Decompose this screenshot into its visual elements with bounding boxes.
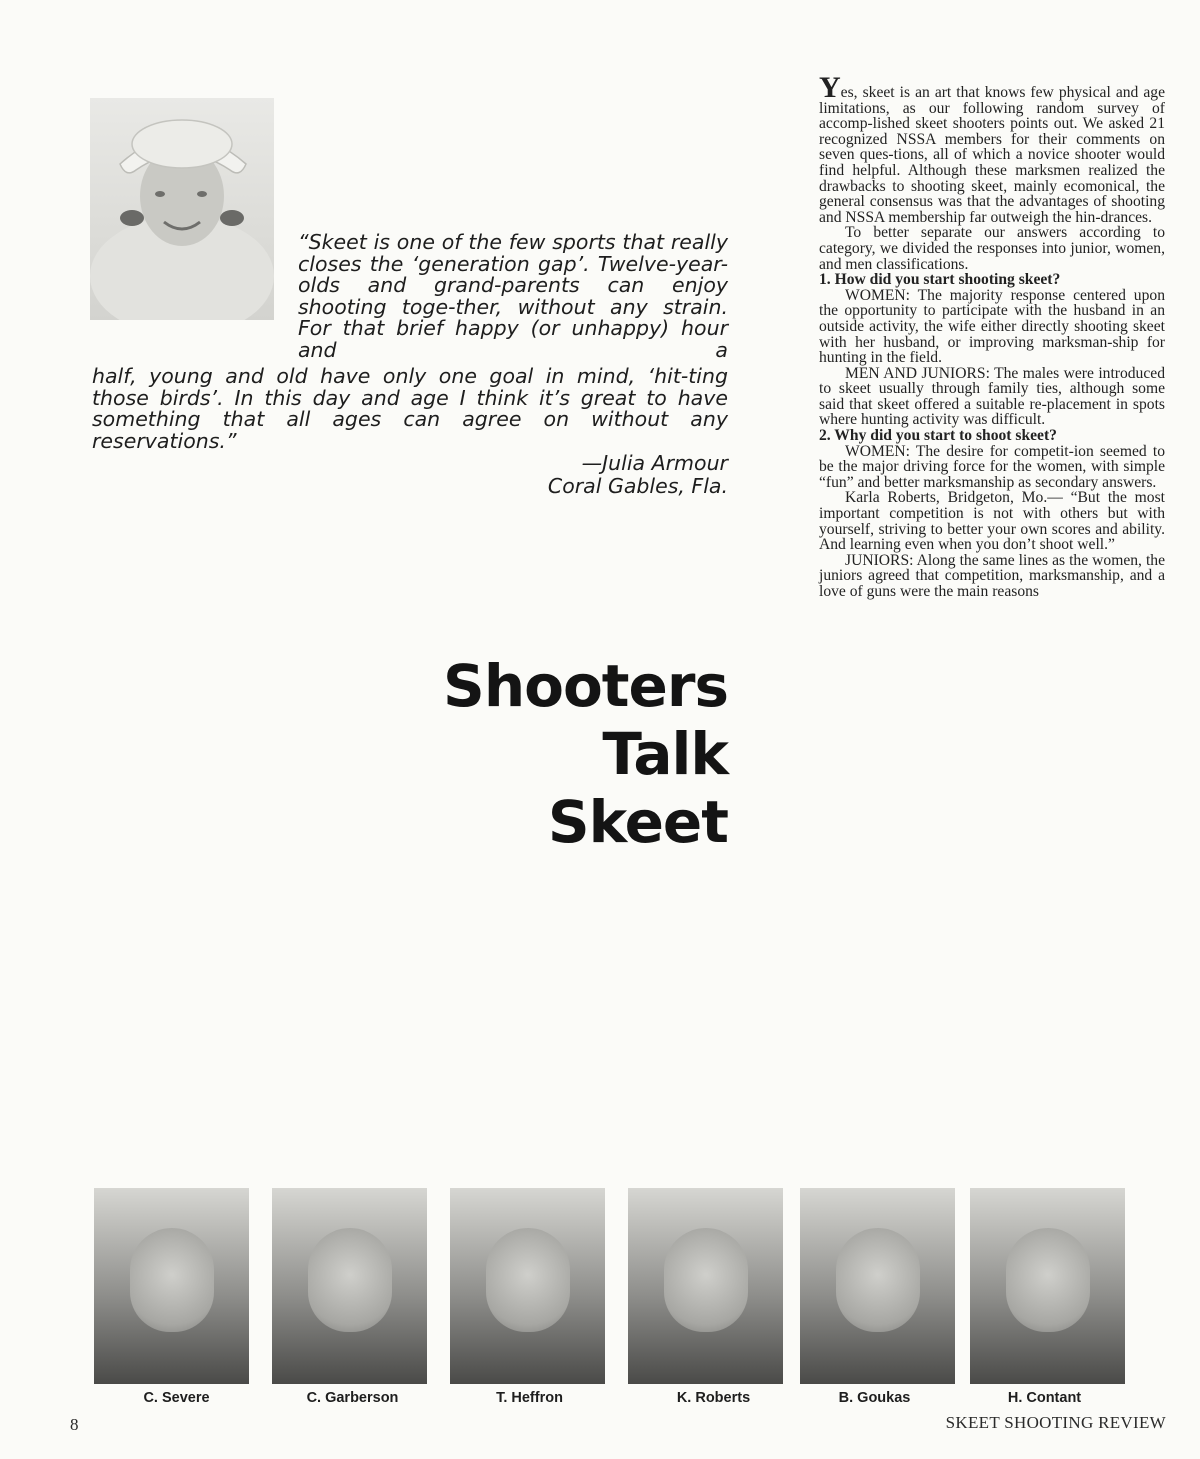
question-2-women: WOMEN: The desire for competit-ion seemed to be the major driving force for the women, with simple “fun” and better marksmanship as secondary answers.	[819, 442, 1165, 491]
portrait-caption-5: B. Goukas	[838, 1390, 911, 1406]
portrait-caption-3: T. Heffron	[496, 1390, 563, 1406]
portrait-caption-4: K. Roberts	[676, 1390, 751, 1406]
quote-author: —Julia Armour	[581, 451, 728, 475]
portrait-photo-4	[628, 1188, 783, 1384]
portrait-photo-3	[450, 1188, 605, 1384]
portrait-photo-5	[800, 1188, 955, 1384]
portrait-illustration	[90, 98, 274, 320]
portrait-photo-2	[272, 1188, 427, 1384]
pull-quote-part-b: half, young and old have only one goal in mind, ‘hit-ting those birds’. In this day and age I think it’s great to have something that all ages can agree on without any reservations.”	[92, 364, 728, 453]
question-1-men-juniors: MEN AND JUNIORS: The males were introduced to skeet usually through family ties, although some said that skeet offered a suitable re-placement in spots where hunting activity was difficult.	[819, 364, 1165, 429]
portrait-photo-1	[94, 1188, 249, 1384]
question-2-juniors: JUNIORS: Along the same lines as the women, the juniors agreed that competition, marksmanship, and a love of guns were the main reasons	[819, 551, 1165, 600]
publication-title: SKEET SHOOTING REVIEW	[945, 1413, 1166, 1432]
pull-quote-part-a: “Skeet is one of the few sports that really closes the ‘generation gap’. Twelve-year-olds and grand-parents can enjoy shooting toge-ther, without any strain. For that brief happy (or unhappy) hour and a	[298, 230, 728, 362]
question-1-heading: 1. How did you start shooting skeet?	[819, 271, 1061, 289]
portrait-caption-6: H. Contant	[1007, 1390, 1082, 1406]
headline-line-1: Shooters	[443, 652, 728, 720]
intro-text: es, skeet is an art that knows few physical and age limitations, as our following random survey of accomp-lished skeet shooters points out. We asked 21 recognized NSSA members for their comments on seven ques-tions, all of which a novice shooter would find helpful. Although these marksmen realized the drawbacks to shooting skeet, mainly ecomonical, the general consensus was that the advantages of shooting and NSSA membership far outweigh the hin-drances.	[819, 84, 1165, 226]
headline-line-2: Talk	[602, 720, 728, 788]
question-2-karla-roberts: Karla Roberts, Bridgeton, Mo.— “But the most important competition is not with others but with yourself, striving to better your own scores and ability. And learning even when you don’t shoot well.”	[819, 489, 1165, 554]
article-headline	[420, 652, 728, 856]
intro-paragraph	[819, 71, 1165, 226]
page-number: 8	[70, 1415, 79, 1434]
drop-cap: Y	[819, 71, 841, 104]
headline-line-3: Skeet	[547, 788, 728, 856]
question-1-women: WOMEN: The majority response centered upon the opportunity to participate with the husband in an outside activity, the wife either directly shooting skeet with her husband, or improving marksman-ship for hunting in the field.	[819, 286, 1165, 367]
article-body	[819, 71, 1165, 600]
julia-armour-photo	[90, 98, 274, 320]
quote-location: Coral Gables, Fla.	[547, 474, 728, 498]
portrait-caption-1: C. Severe	[143, 1390, 210, 1406]
portrait-caption-2: C. Garberson	[306, 1390, 399, 1406]
question-2-heading: 2. Why did you start to shoot skeet?	[819, 427, 1057, 445]
classification-paragraph: To better separate our answers according to category, we divided the responses into junior, women, and men classifications.	[819, 224, 1165, 273]
quote-attribution	[430, 452, 728, 498]
portrait-photo-6	[970, 1188, 1125, 1384]
